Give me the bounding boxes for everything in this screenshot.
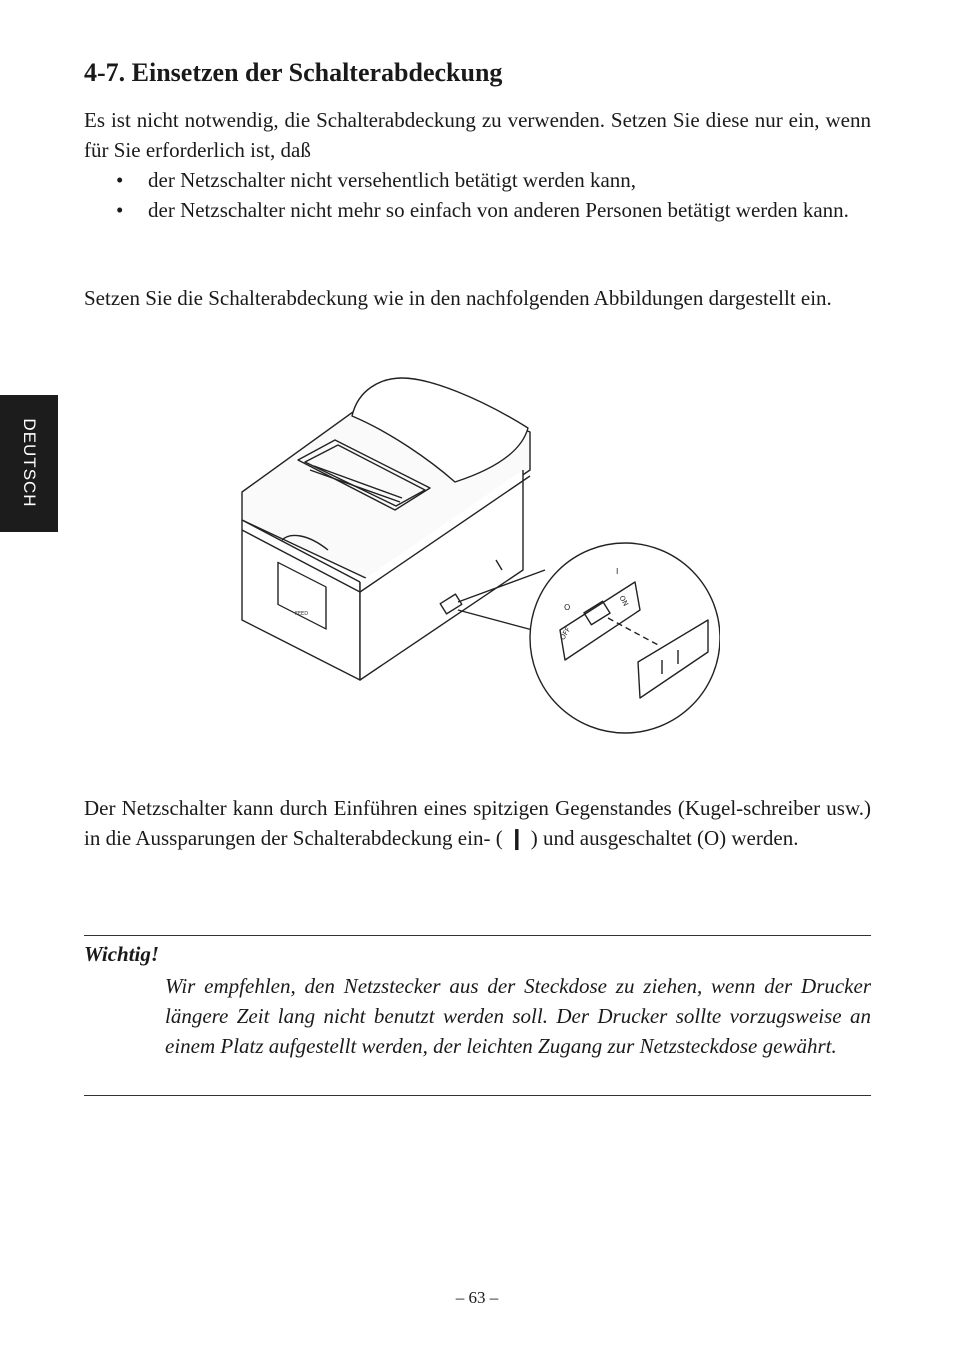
divider-bottom <box>84 1095 871 1096</box>
bullet-marker: • <box>116 198 124 222</box>
on-label: ON <box>617 594 630 608</box>
language-tab-label: DEUTSCH <box>20 418 39 508</box>
bullet-list <box>84 165 871 225</box>
note-text: Wir empfehlen, den Netzstecker aus der Steckdose zu ziehen, wenn der Drucker längere Zeit lang nicht benutzt werden soll. Der Drucker sollte vorzugsweise an einem Platz aufgestellt werden, der leichten Zugang zur Netzsteckdose gewährt. <box>165 974 871 1058</box>
printer-illustration <box>230 370 720 740</box>
switch-paragraph: Der Netzschalter kann durch Einführen eines spitzigen Gegenstandes (Kugel-schreiber usw.) in die Aussparungen der Schalterabdeckung ein- ( ❙ ) und ausgeschaltet (O) werden. <box>84 796 871 850</box>
list-item <box>84 195 871 225</box>
page-number: – 63 – <box>455 1288 499 1307</box>
leader-line <box>458 610 540 632</box>
on-symbol: I <box>616 567 619 576</box>
language-tab <box>0 395 58 532</box>
off-symbol: O <box>564 603 571 612</box>
note-title: Wichtig! <box>84 942 160 966</box>
list-item <box>84 165 871 195</box>
divider-top <box>84 935 871 936</box>
bullet-marker: • <box>116 168 124 192</box>
off-label: OFF <box>558 625 573 642</box>
intro-paragraph: Es ist nicht notwendig, die Schalterabdeckung zu verwenden. Setzen Sie diese nur ein, wenn für Sie erforderlich ist, daß <box>84 108 871 162</box>
section-heading: 4-7. Einsetzen der Schalterabdeckung <box>84 58 503 87</box>
instruction-paragraph: Setzen Sie die Schalterabdeckung wie in den nachfolgenden Abbildungen dargestellt ein. <box>84 286 832 310</box>
bullet-text: der Netzschalter nicht mehr so einfach von anderen Personen betätigt werden kann. <box>148 198 849 222</box>
bullet-text: der Netzschalter nicht versehentlich betätigt werden kann, <box>148 168 637 192</box>
feed-label: FEED <box>295 611 309 617</box>
